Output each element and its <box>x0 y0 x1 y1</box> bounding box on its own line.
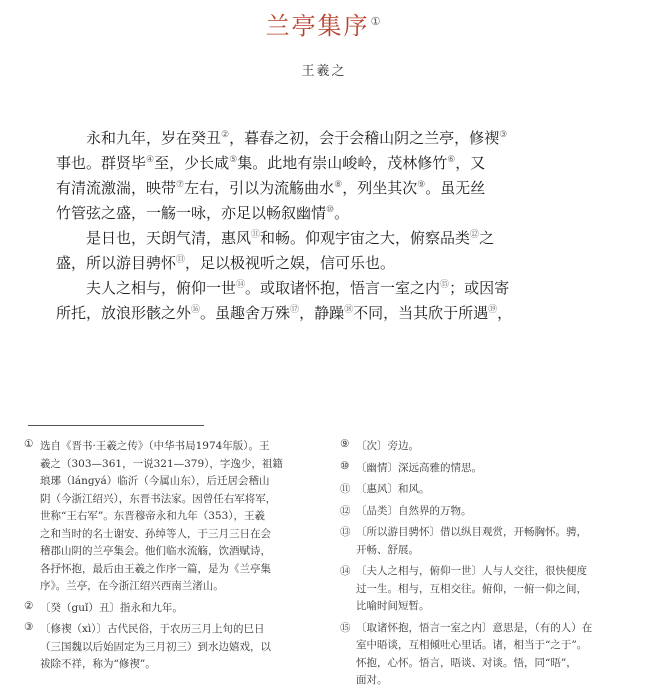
footnote-line: 各抒怀抱，最后由王羲之作序一篇，是为《兰亭集 <box>40 562 271 575</box>
footnotes-left-column <box>24 438 324 678</box>
text-segment: ，又 <box>455 154 486 172</box>
footnote-mark[interactable]: ⑥ <box>447 155 456 165</box>
footnote-text <box>40 621 324 674</box>
main-text <box>56 126 566 326</box>
footnote <box>24 600 324 618</box>
footnote-mark[interactable]: ⑮ <box>440 280 450 290</box>
footnote-number: ⑮ <box>340 621 351 634</box>
footnote-divider <box>28 425 204 426</box>
footnote-mark[interactable]: ⑪ <box>251 230 261 240</box>
title-footnote-mark: ① <box>370 15 383 28</box>
footnote-line: 〔夫人之相与，俯仰一世〕人与人交往，很快便度 <box>356 565 587 577</box>
footnote-mark[interactable]: ⑱ <box>344 305 354 315</box>
text-line <box>56 301 566 326</box>
text-line <box>56 176 566 201</box>
footnote-mark[interactable]: ⑲ <box>488 305 498 315</box>
text-segment: 。或取诸怀抱，悟言一室之内 <box>245 279 441 297</box>
footnote-line: 琅琊（lángyá）临沂（今属山东），后迁居会稽山 <box>40 475 270 487</box>
footnote-line: 〔取诸怀抱，悟言一室之内〕意思是，（有的人）在 <box>356 621 593 634</box>
footnote <box>340 460 632 478</box>
footnote-line: 〔惠风〕和风。 <box>356 483 430 495</box>
footnote-number: ⑬ <box>340 526 351 538</box>
footnote-line: 面对。 <box>356 674 388 686</box>
footnote-line: 羲之（303—361，一说321—379），字逸少，祖籍 <box>40 457 283 470</box>
text-segment: 是日也，天朗气清，惠风 <box>86 229 252 247</box>
footnote-mark[interactable]: ⑧ <box>334 180 343 190</box>
footnote-number: ⑪ <box>340 483 351 495</box>
text-segment: ，暮春之初，会于会稽山阴之兰亭，修禊 <box>229 129 500 147</box>
footnote-mark[interactable]: ② <box>221 130 230 140</box>
text-segment: 左右，引以为流觞曲水 <box>184 179 335 197</box>
text-segment: ， <box>497 304 513 322</box>
text-segment: 之 <box>479 229 495 247</box>
title-text: 兰亭集序 <box>265 12 370 40</box>
footnote-line: （三国魏以后始固定为三月初三）到水边嬉戏，以 <box>40 640 271 653</box>
text-segment: 所托，放浪形骸之外 <box>56 304 192 322</box>
footnote-text <box>356 524 632 559</box>
text-segment: 事也。群贤毕 <box>56 154 147 172</box>
text-segment: 。虽无丝 <box>425 179 486 197</box>
footnote-number: ⑫ <box>340 504 351 517</box>
footnote-number: ⑩ <box>340 459 350 472</box>
text-line <box>56 151 566 176</box>
footnote <box>340 620 632 690</box>
footnote-line: 〔修禊（xì）〕古代民俗，于农历三月上旬的巳日 <box>40 623 265 635</box>
footnotes-right-column <box>340 438 632 694</box>
text-segment: ，足以极视听之娱，信可乐也。 <box>185 254 396 272</box>
text-segment: ，列坐其次 <box>342 179 418 197</box>
text-segment: ；或因寄 <box>449 279 510 297</box>
text-segment: 竹管弦之盛，一觞一咏，亦足以畅叙幽情 <box>56 204 327 222</box>
footnote-line: 祓除不祥，称为“修禊”。 <box>40 658 156 670</box>
text-segment: ，静躁 <box>299 304 345 322</box>
text-segment: 盛，所以游目骋怀 <box>56 254 177 272</box>
footnote-line: 〔品类〕自然界的万物。 <box>356 504 472 517</box>
footnote-text <box>40 438 324 596</box>
footnote-line: 世称“王右军”。东晋穆帝永和九年（353），王羲 <box>40 510 266 522</box>
text-segment: 。虽趣舍万殊 <box>200 304 291 322</box>
footnote <box>340 481 632 499</box>
footnote-line: 〔次〕旁边。 <box>356 440 419 452</box>
text-line <box>56 126 566 151</box>
footnote-text <box>40 600 324 618</box>
footnote-mark[interactable]: ⑭ <box>236 280 246 290</box>
footnote-mark[interactable]: ⑦ <box>176 180 185 190</box>
footnote-line: 〔所以游目骋怀〕借以纵目观赏，开畅胸怀。骋， <box>356 526 587 538</box>
footnote-mark[interactable]: ④ <box>146 155 155 165</box>
footnote-line: 过一生。相与，互相交往。俯仰，一俯一仰之间， <box>356 582 587 595</box>
footnote <box>340 563 632 616</box>
footnote-number: ③ <box>24 621 34 633</box>
footnote-number: ⑭ <box>340 565 351 577</box>
footnote-mark[interactable]: ⑫ <box>470 230 480 240</box>
text-segment: 。 <box>334 204 350 222</box>
text-line <box>56 201 566 226</box>
text-line <box>56 226 566 251</box>
page-title <box>0 6 648 41</box>
footnote-mark[interactable]: ⑩ <box>326 205 335 215</box>
footnote <box>24 621 324 674</box>
text-segment: 永和九年，岁在癸丑 <box>86 129 222 147</box>
text-segment: 集。此地有崇山峻岭，茂林修竹 <box>237 154 448 172</box>
footnote-text <box>356 438 632 456</box>
text-line <box>56 251 566 276</box>
footnote-text <box>356 620 632 690</box>
footnote-number: ① <box>24 438 34 450</box>
footnote-mark[interactable]: ⑰ <box>290 305 300 315</box>
footnote <box>340 503 632 521</box>
footnote-line: 比喻时间短暂。 <box>356 600 430 612</box>
footnote-line: 序》。兰亭，在今浙江绍兴西南兰渚山。 <box>40 580 224 592</box>
footnote-line: 之和当时的名士谢安、孙绰等人，于三月三日在会 <box>40 527 271 540</box>
text-segment: 至，少长咸 <box>154 154 230 172</box>
text-segment: 和畅。仰观宇宙之大，俯察品类 <box>260 229 471 247</box>
footnote <box>24 438 324 596</box>
author: 王羲之 <box>301 64 347 79</box>
footnote-mark[interactable]: ⑬ <box>176 255 186 265</box>
footnote-text <box>356 563 632 616</box>
footnote-text <box>356 460 632 478</box>
footnote-mark[interactable]: ⑯ <box>191 305 201 315</box>
footnote <box>340 524 632 559</box>
footnote-mark[interactable]: ⑤ <box>229 155 238 165</box>
footnote-line: 开畅、舒展。 <box>356 543 419 556</box>
footnote-text <box>356 481 632 499</box>
footnote-mark[interactable]: ③ <box>499 130 508 140</box>
text-segment: 不同，当其欣于所遇 <box>353 304 489 322</box>
footnote-number: ② <box>24 599 34 612</box>
footnote-line: 室中晤谈，互相倾吐心里话。诸，相当于“之于”。 <box>356 639 588 651</box>
text-line <box>56 276 566 301</box>
footnote-line: 〔癸（guǐ）丑〕指永和九年。 <box>40 601 183 614</box>
footnote-line: 〔幽情〕深远高雅的情思。 <box>356 461 482 474</box>
footnote-line: 选自《晋书·王羲之传》（中华书局1974年版）。王 <box>40 440 270 452</box>
footnote-line: 怀抱，心怀。悟言，晤谈、对谈。悟，同“晤”， <box>356 656 577 669</box>
footnote-text <box>356 503 632 521</box>
text-segment: 夫人之相与，俯仰一世 <box>86 279 237 297</box>
footnote <box>340 438 632 456</box>
text-segment: 有清流激湍，映带 <box>56 179 177 197</box>
footnote-mark[interactable]: ⑨ <box>417 180 426 190</box>
footnote-line: 阴（今浙江绍兴），东晋书法家。因曾任右军将军， <box>40 492 277 505</box>
footnote-number: ⑨ <box>340 438 350 450</box>
footnote-line: 稽郡山阴的兰亭集会。他们临水流觞，饮酒赋诗， <box>40 545 271 557</box>
